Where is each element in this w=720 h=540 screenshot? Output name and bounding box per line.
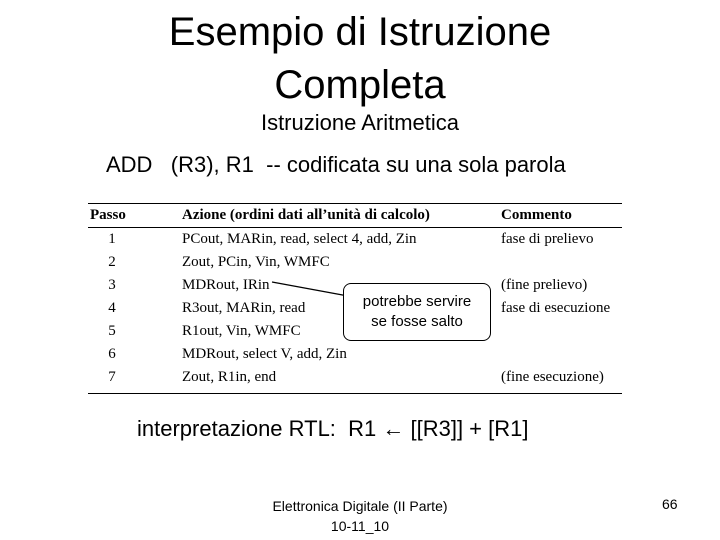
footer-code: 10-11_10 — [330, 518, 390, 534]
callout-line2: se fosse salto — [371, 313, 463, 330]
row-comment: fase di esecuzione — [501, 300, 611, 316]
row-step: 1 — [108, 231, 116, 247]
row-comment: (fine esecuzione) — [501, 369, 604, 385]
row-action: R1out, Vin, WMFC — [182, 323, 301, 339]
header-step: Passo — [90, 207, 126, 223]
row-action: Zout, PCin, Vin, WMFC — [182, 254, 330, 270]
row-step: 2 — [108, 254, 116, 270]
slide-subtitle: Istruzione Aritmetica — [260, 110, 460, 135]
slide-title-line1: Esempio di Istruzione — [168, 10, 552, 54]
header-comment: Commento — [501, 207, 572, 223]
row-step: 5 — [108, 323, 116, 339]
page-number: 66 — [662, 496, 678, 512]
row-step: 6 — [108, 346, 116, 362]
header-action: Azione (ordini dati all’unità di calcolo) — [182, 207, 430, 223]
row-action: MDRout, select V, add, Zin — [182, 346, 347, 362]
instruction-text: ADD (R3), R1 -- codificata su una sola parola — [106, 152, 566, 177]
row-comment: (fine prelievo) — [501, 277, 588, 293]
callout-box — [343, 283, 491, 341]
callout-line1: potrebbe servire — [362, 293, 472, 310]
row-comment: fase di prelievo — [501, 231, 594, 247]
row-action: R3out, MARin, read — [182, 300, 306, 316]
rtl-interpretation: interpretazione RTL: R1 ← [[R3]] + [R1] — [137, 416, 529, 441]
row-step: 4 — [108, 300, 116, 316]
row-action: PCout, MARin, read, select 4, add, Zin — [182, 231, 417, 247]
row-step: 3 — [108, 277, 116, 293]
row-action: Zout, R1in, end — [182, 369, 277, 385]
slide-title-line2: Completa — [274, 63, 446, 107]
footer-course: Elettronica Digitale (II Parte) — [272, 498, 448, 514]
footer — [240, 496, 480, 536]
row-action: MDRout, IRin — [182, 277, 270, 293]
row-step: 7 — [108, 369, 116, 385]
